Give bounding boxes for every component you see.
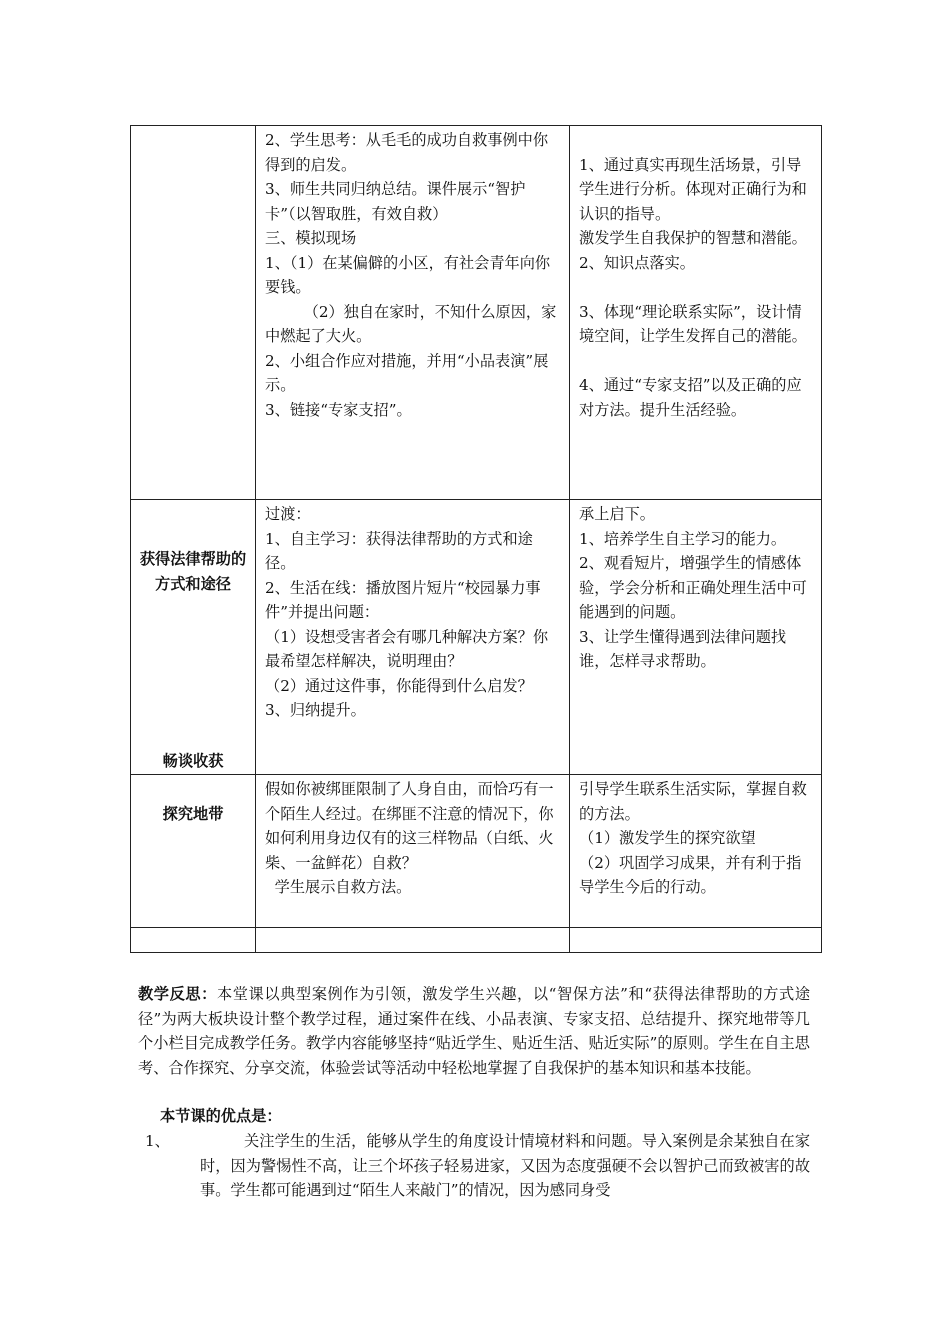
row-label-cell	[131, 775, 256, 928]
teaching-reflection	[138, 982, 810, 1080]
list-item-text: 关注学生的生活，能够从学生的角度设计情境材料和问题。导入案例是余某独自在家时，因为警惕性不高，让三个坏孩子轻易进家，又因为态度强硬不会以智护己而致被害的故事。学生都可能遇到过“陌生人来敲门”的情况，因为感同身受	[200, 1132, 810, 1199]
lesson-plan-table	[130, 125, 822, 953]
design-purpose: 引导学生联系生活实际，掌握自救的方法。 （1）激发学生的探究欲望 （2）巩固学习成果，并有利于指导学生今后的行动。	[579, 780, 807, 896]
row-label: 获得法律帮助的方式和途径	[139, 550, 247, 593]
empty-cell	[131, 928, 256, 953]
table-row	[131, 500, 822, 775]
activity-content: 假如你被绑匪限制了人身自由，而恰巧有一个陌生人经过。在绑匪不注意的情况下，你如何利用身边仅有的这三样物品（白纸、火柴、一盆鲜花）自救？ 学生展示自救方法。	[265, 780, 554, 896]
content-cell	[256, 126, 570, 500]
reflection-heading: 教学反思：	[138, 985, 217, 1003]
activity-content: 2、学生思考：从毛毛的成功自救事例中你得到的启发。 3、师生共同归纳总结。课件展示“智护卡”（以智取胜，有效自救） 三、模拟现场 1、（1）在某偏僻的小区，有社会青年向你要钱。 （2）独自在家时，不知什么原因，家中燃起了大火。 2、小组合作应对措施，并用“小品表演”展示。 3、链接“专家支招”。	[265, 131, 557, 419]
advantages-heading: 本节课的优点是：	[160, 1107, 282, 1125]
design-purpose: 1、通过真实再现生活场景，引导学生进行分析。体现对正确行为和认识的指导。 激发学生自我保护的智慧和潜能。 2、知识点落实。 3、体现“理论联系实际”，设计情境空间，让学生发挥自己的潜能。 4、通过“专家支招”以及正确的应对方法。提升生活经验。	[579, 155, 807, 419]
table-row	[131, 775, 822, 928]
reflection-body: 本堂课以典型案例作为引领，激发学生兴趣，以“智保方法”和“获得法律帮助的方式途径”为两大板块设计整个教学过程，通过案件在线、小品表演、专家支招、总结提升、探究地带等几个小栏目完成教学任务。教学内容能够坚持“贴近学生、贴近生活、贴近实际”的原则。学生在自主思考、合作探究、分享交流，体验尝试等活动中轻松地掌握了自我保护的基本知识和基本技能。	[138, 985, 811, 1077]
row-label-cell	[131, 500, 256, 775]
activity-content: 过渡： 1、自主学习：获得法律帮助的方式和途径。 2、生活在线：播放图片短片“校园暴力事件”并提出问题： （1）设想受害者会有哪几种解决方案？你最希望怎样解决，说明理由？ （2）通过这件事，你能得到什么启发？ 3、归纳提升。	[265, 505, 549, 719]
list-item-number: 1、	[145, 1132, 170, 1150]
purpose-cell	[570, 775, 822, 928]
empty-cell	[570, 928, 822, 953]
row-label-cell	[131, 126, 256, 500]
purpose-cell	[570, 126, 822, 500]
table-row	[131, 126, 822, 500]
table-row-empty	[131, 928, 822, 953]
row-label-secondary: 畅谈收获	[162, 752, 224, 770]
design-purpose: 承上启下。 1、培养学生自主学习的能力。 2、观看短片，增强学生的情感体验，学会分析和正确处理生活中可能遇到的问题。 3、让学生懂得遇到法律问题找谁，怎样寻求帮助。	[579, 505, 807, 670]
row-label: 探究地带	[162, 805, 224, 823]
content-cell	[256, 775, 570, 928]
purpose-cell	[570, 500, 822, 775]
content-cell	[256, 500, 570, 775]
empty-cell	[256, 928, 570, 953]
